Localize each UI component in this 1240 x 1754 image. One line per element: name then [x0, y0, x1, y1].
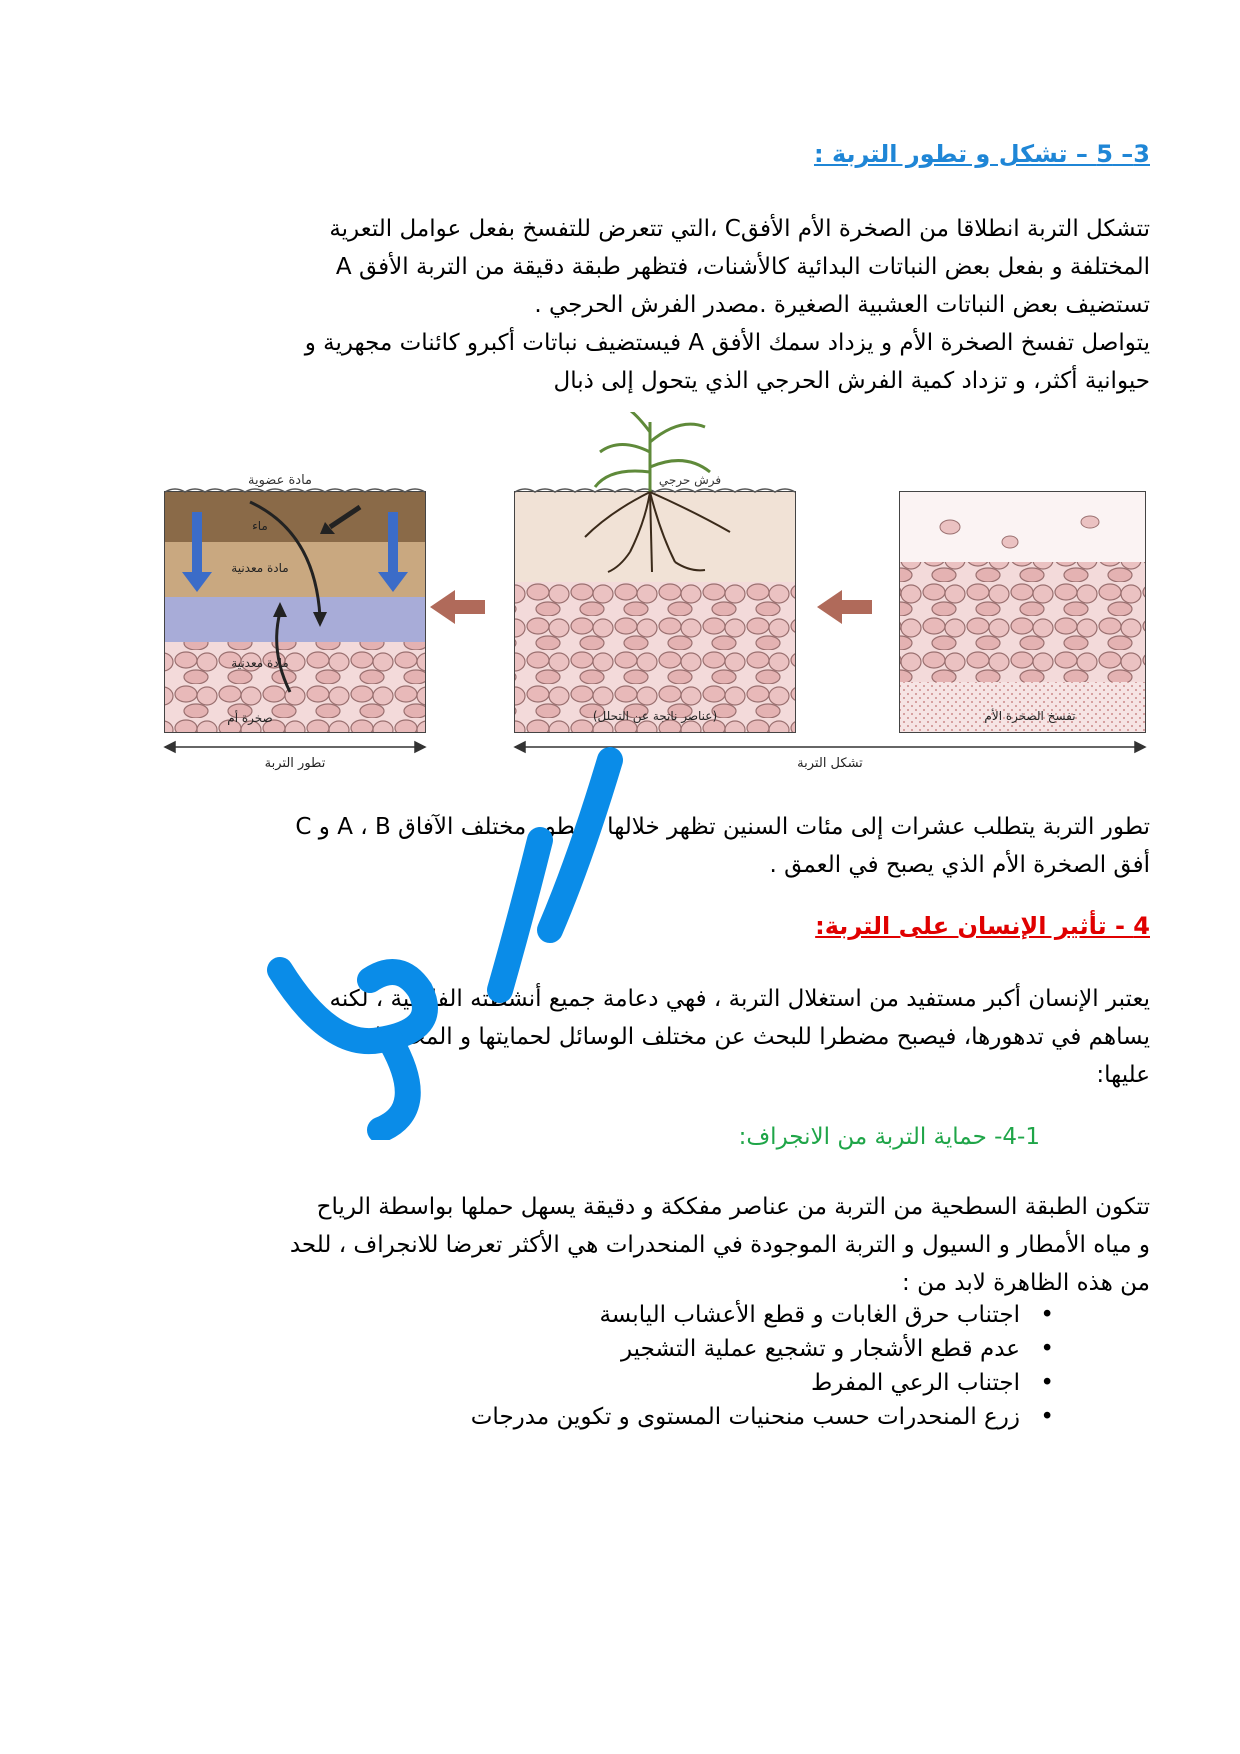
list-item: • اجتناب حرق الغابات و قطع الأعشاب اليابسة	[90, 1298, 1150, 1332]
text-line: أفق الصخرة الأم الذي يصبح في العمق .	[769, 852, 1150, 878]
soil-formation-diagram	[130, 412, 1150, 772]
label-evolution: تطور التربة	[264, 756, 326, 771]
text-line: و مياه الأمطار و السيول و التربة الموجودة في المنحدرات هي الأكثر تعرضا للانجراف ، للحد	[289, 1232, 1150, 1258]
paragraph-soil-formation	[90, 210, 1150, 400]
panel-soil-developing	[515, 412, 795, 732]
section-heading-human-impact: 4 - تأثير الإنسان على التربة:	[815, 912, 1150, 940]
label-water: ماء	[252, 519, 268, 533]
text-line: تستضيف بعض النباتات العشبية الصغيرة .مصدر الفرش الحرجي .	[534, 292, 1150, 318]
text-line: تتشكل التربة انطلاقا من الصخرة الأم الأفقC ،التي تتعرض للتفسخ بفعل عوامل التعرية	[329, 216, 1150, 242]
label-organic-remains: (عناصر ناتجة عن التحلل)	[592, 709, 718, 723]
sub-heading-erosion: 4-1- حماية التربة من الانجراف:	[738, 1124, 1040, 1150]
text-line: تطور التربة يتطلب عشرات إلى مئات السنين تظهر خلالها وتتطور مختلف الآفاق A ، B و C	[295, 814, 1150, 840]
paragraph-erosion	[90, 1188, 1150, 1302]
text-line: يعتبر الإنسان أكبر مستفيد من استغلال التربة ، فهي دعامة جميع أنشطته الفلاحية ، لكنه	[329, 986, 1150, 1012]
dimension-lines	[165, 742, 1145, 752]
horizon-c	[165, 642, 425, 732]
arrow-between-2	[817, 590, 872, 624]
list-item: • عدم قطع الأشجار و تشجيع عملية التشجير	[90, 1332, 1150, 1366]
label-mineral-matter: مادة معدنية	[231, 561, 289, 575]
text-line: المختلفة و بفعل بعض النباتات البدائية كالأشنات، فتظهر طبقة دقيقة من التربة الأفق A	[335, 254, 1150, 280]
panel-rock-weathering	[900, 492, 1145, 732]
text-line: من هذه الظاهرة لابد من :	[902, 1270, 1150, 1296]
text-line: حيوانية أكثر، و تزداد كمية الفرش الحرجي الذي يتحول إلى ذبال	[553, 368, 1150, 394]
panel-soil-evolution	[165, 473, 425, 732]
horizon-a	[165, 542, 425, 597]
label-organic-matter: مادة عضوية	[248, 473, 312, 488]
text-line: تتكون الطبقة السطحية من التربة من عناصر مفككة و دقيقة يسهل حملها بواسطة الرياح	[316, 1194, 1150, 1220]
label-formation: تشكل التربة	[797, 756, 863, 771]
text-line: عليها:	[1096, 1062, 1150, 1088]
erosion-measures-list	[90, 1298, 1150, 1434]
paragraph-human-impact	[90, 980, 1150, 1094]
label-humus-dirt: فرش حرجي	[658, 473, 722, 487]
list-item: • اجتناب الرعي المفرط	[90, 1366, 1150, 1400]
horizon-b	[165, 597, 425, 642]
paragraph-soil-evolution	[90, 808, 1150, 884]
label-mineral-matter-2: مادة معدنية	[231, 656, 289, 670]
horizon-organic	[165, 492, 425, 542]
list-item: • زرع المنحدرات حسب منحنيات المستوى و تكوين مدرجات	[90, 1400, 1150, 1434]
label-rock: صخرة أم	[227, 711, 273, 725]
text-line: يتواصل تفسخ الصخرة الأم و يزداد سمك الأفق A فيستضيف نباتات أكبرو كائنات مجهرية و	[304, 330, 1150, 356]
section-heading-soil-formation: 3– 5 – تشكل و تطور التربة :	[813, 140, 1150, 168]
text-line: يساهم في تدهورها، فيصبح مضطرا للبحث عن مختلف الوسائل لحمايتها و المحافظة	[361, 1024, 1150, 1050]
label-rock-weathering: تفسخ الصخرة الأم	[984, 709, 1076, 723]
arrow-between-1	[430, 590, 485, 624]
